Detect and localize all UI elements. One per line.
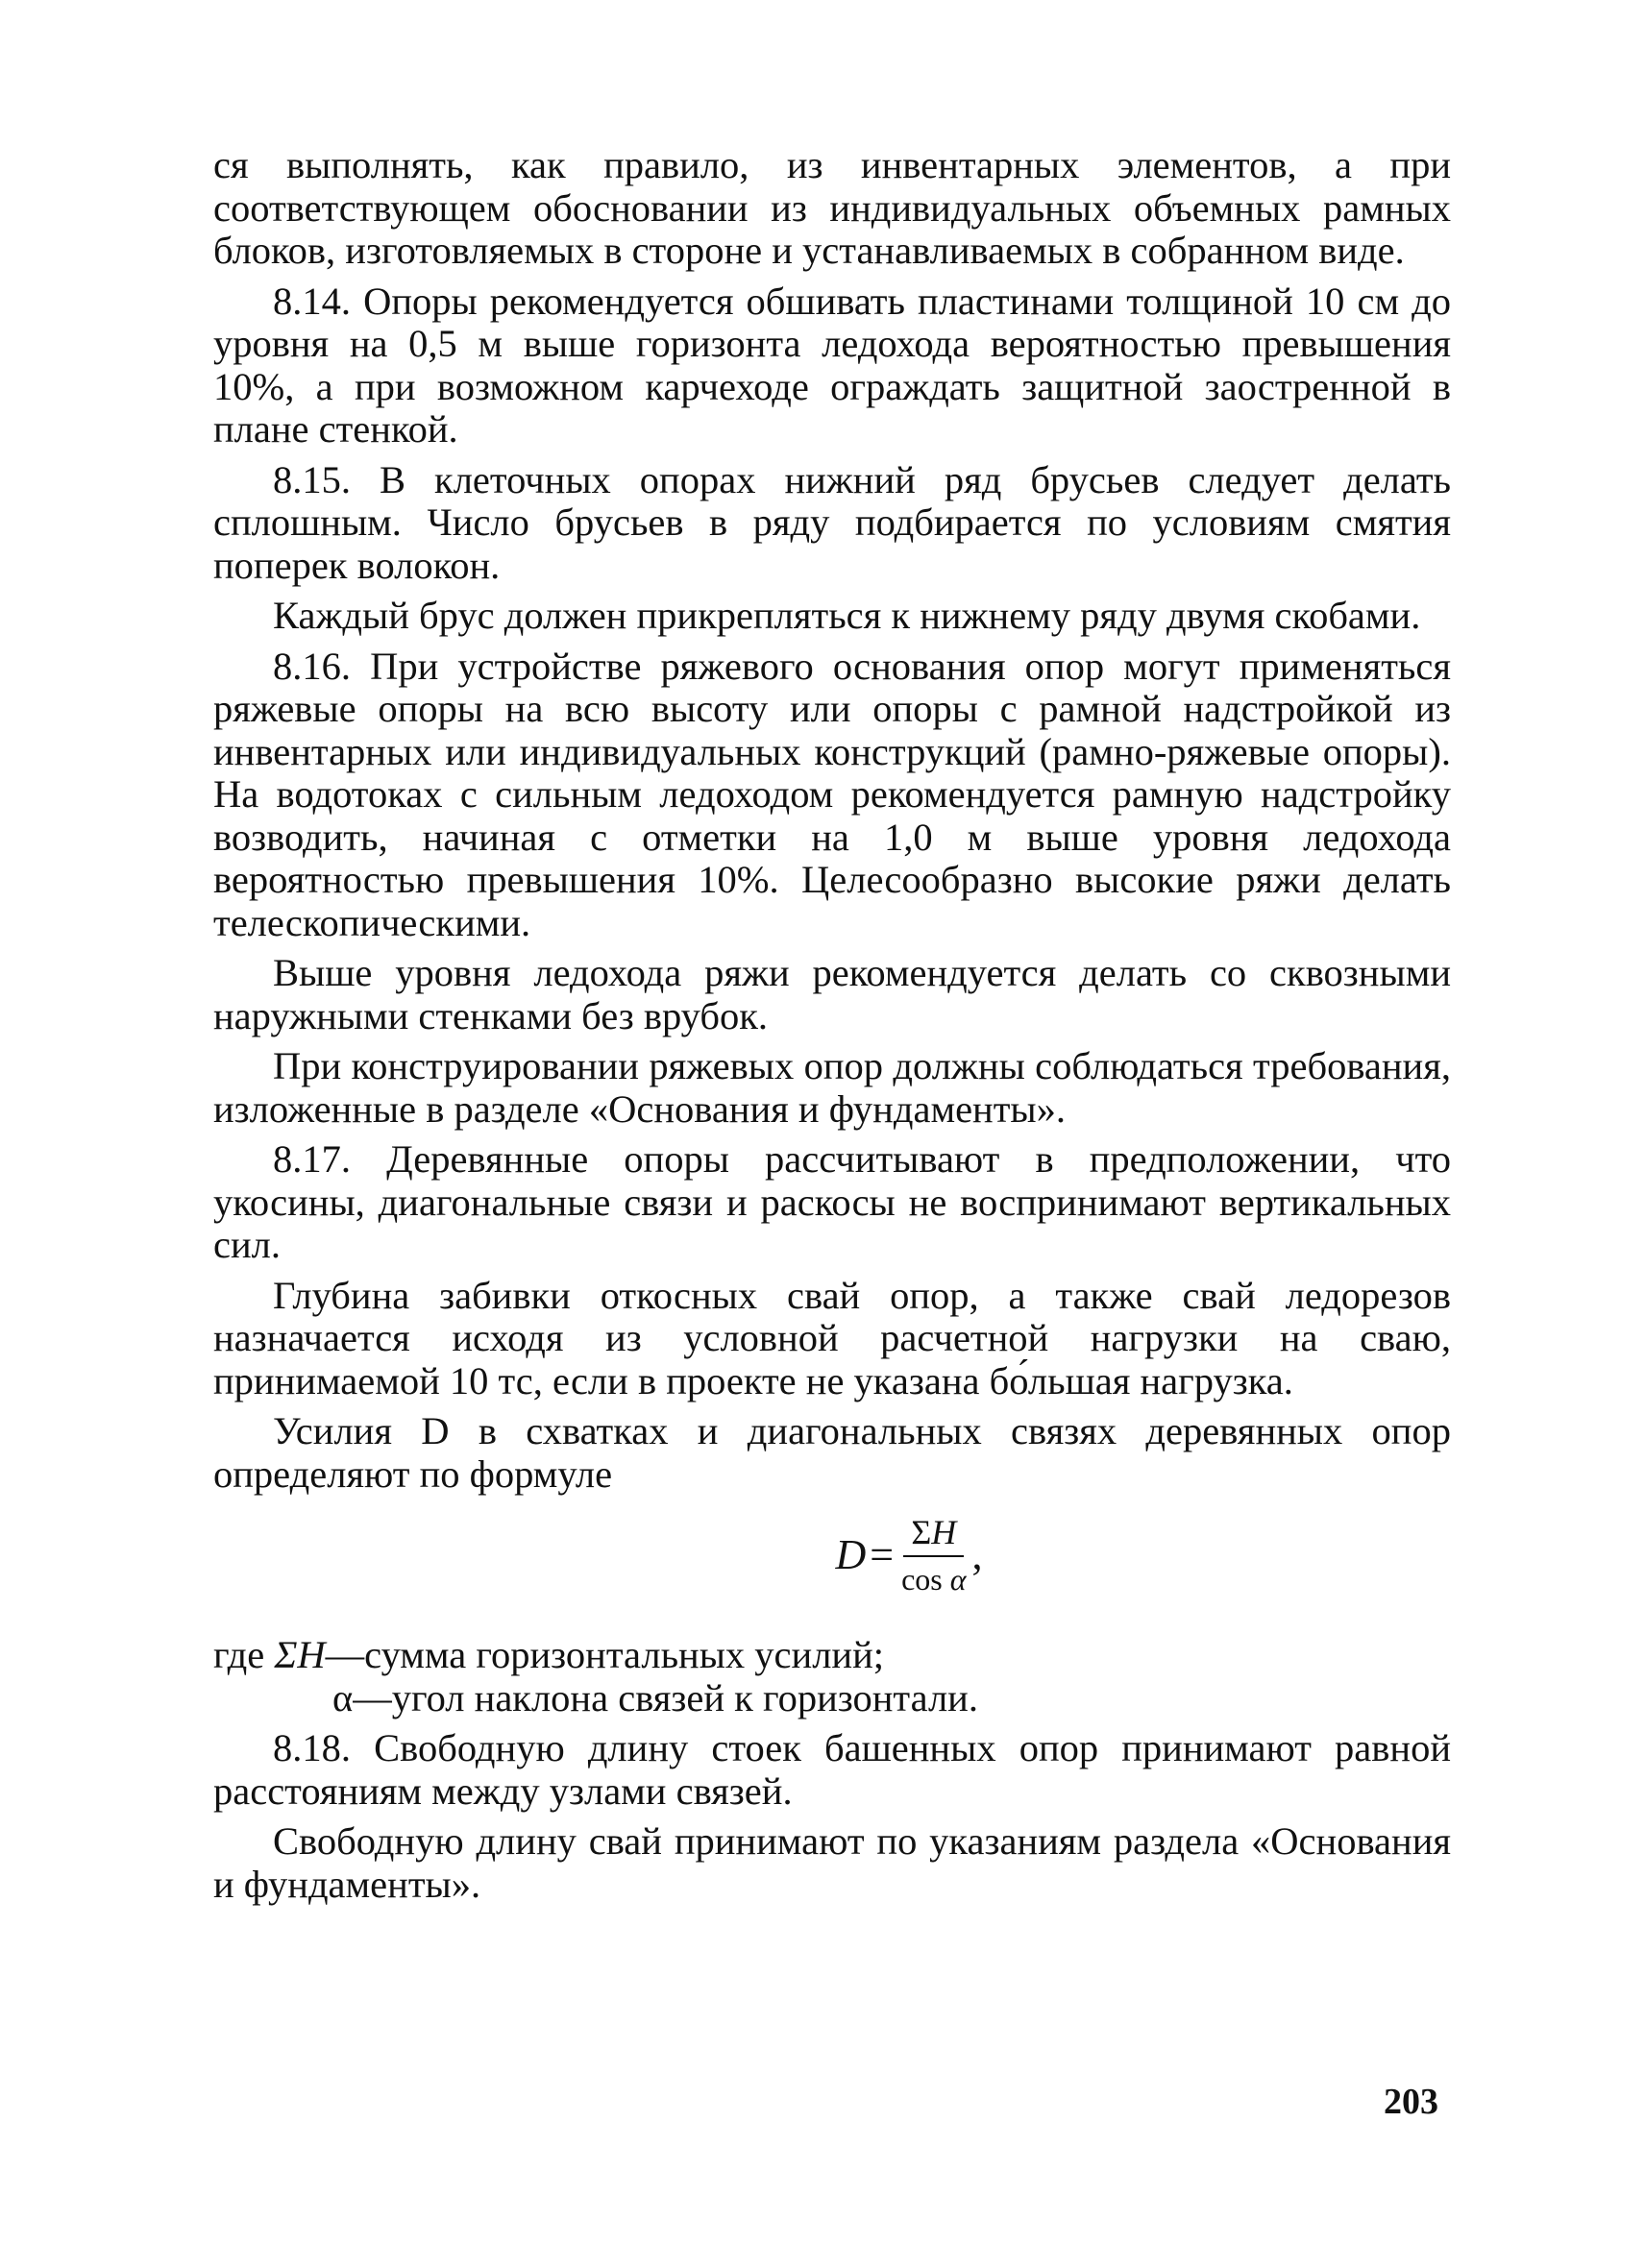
page-number: 203 <box>1384 2082 1438 2122</box>
cos-function: cos <box>901 1562 943 1597</box>
where-sum-description: —сумма горизонтальных усилий; <box>325 1633 885 1676</box>
paragraph-8-17: 8.17. Деревянные опоры рассчитывают в предположении, что укосины, диагональные связи и раскосы не воспринимают вертикальных сил. <box>213 1137 1451 1266</box>
body-text <box>213 144 1451 1914</box>
paragraph-brus: Каждый брус должен прикрепляться к нижнему ряду двумя скобами. <box>273 594 1421 637</box>
paragraph-glubina: Глубина забивки откосных свай опор, а также свай ледорезов назначается исходя из условной расчетной нагрузки на сваю, принимаемой 10 тс, если в проекте не указана бо́льшая нагрузка. <box>213 1273 1451 1402</box>
paragraph-8-15: 8.15. В клеточных опорах нижний ряд брусьев следует делать сплошным. Число брусьев в ряду подбирается по условиям смятия поперек волокон. <box>213 457 1451 587</box>
formula-comma: , <box>971 1530 983 1578</box>
formula-equals: = <box>870 1530 895 1578</box>
where-alpha-symbol: α <box>332 1675 354 1719</box>
where-alpha-line <box>213 1677 1451 1720</box>
formula-lhs: D <box>835 1530 867 1578</box>
where-sum-line <box>213 1634 1451 1677</box>
where-word: где <box>213 1633 265 1676</box>
formula-denominator <box>901 1557 966 1597</box>
sum-symbol: Σ <box>911 1513 932 1551</box>
formula <box>367 1503 1451 1607</box>
paragraph-ryazhi: Выше уровня ледохода ряжи рекомендуется делать со сквозными наружными стенками без врубок. <box>213 951 1451 1037</box>
denominator-variable: α <box>949 1562 967 1597</box>
paragraph-konstruirovanie: При конструировании ряжевых опор должны соблюдаться требования, изложенные в разделе «Основания и фундаменты». <box>213 1044 1451 1131</box>
where-alpha-description: —угол наклона связей к горизонтали. <box>353 1675 978 1719</box>
paragraph-svobodnaya-dlina: Свободную длину свай принимают по указаниям раздела «Основания и фундаменты». <box>213 1819 1451 1906</box>
numerator-variable: H <box>931 1513 957 1551</box>
formula-fraction <box>901 1513 966 1597</box>
paragraph-8-16: 8.16. При устройстве ряжевого основания опор могут применяться ряжевые опоры на всю высоту или опоры с рамной надстройкой из инвентарных или индивидуальных конструкций (рамно-ряжевые опоры). На водотоках с сильным ледоходом рекомендуется рамную надстройку возводить, начиная с отметки на 1,0 м выше уровня ледохода вероятностью превышения 10%. Целесообразно высокие ряжи делать телескопическими. <box>213 644 1451 944</box>
formula-numerator <box>903 1513 964 1557</box>
where-sum-symbol: ΣH <box>274 1633 326 1676</box>
paragraph-continuation: ся выполнять, как правило, из инвентарных элементов, а при соответствующем обосновании из индивидуальных объемных рамных блоков, изготовляемых в стороне и устанавливаемых в собранном виде. <box>213 143 1451 272</box>
paragraph-usiliya: Усилия D в схватках и диагональных связях деревянных опор определяют по формуле <box>213 1409 1451 1496</box>
paragraph-8-18: 8.18. Свободную длину стоек башенных опор принимают равной расстояниям между узлами связей. <box>213 1726 1451 1813</box>
paragraph-8-14: 8.14. Опоры рекомендуется обшивать пластинами толщиной 10 см до уровня на 0,5 м выше горизонта ледохода вероятностью превышения 10%, а при возможном карчеходе ограждать защитной заостренной в плане стенкой. <box>213 279 1451 451</box>
